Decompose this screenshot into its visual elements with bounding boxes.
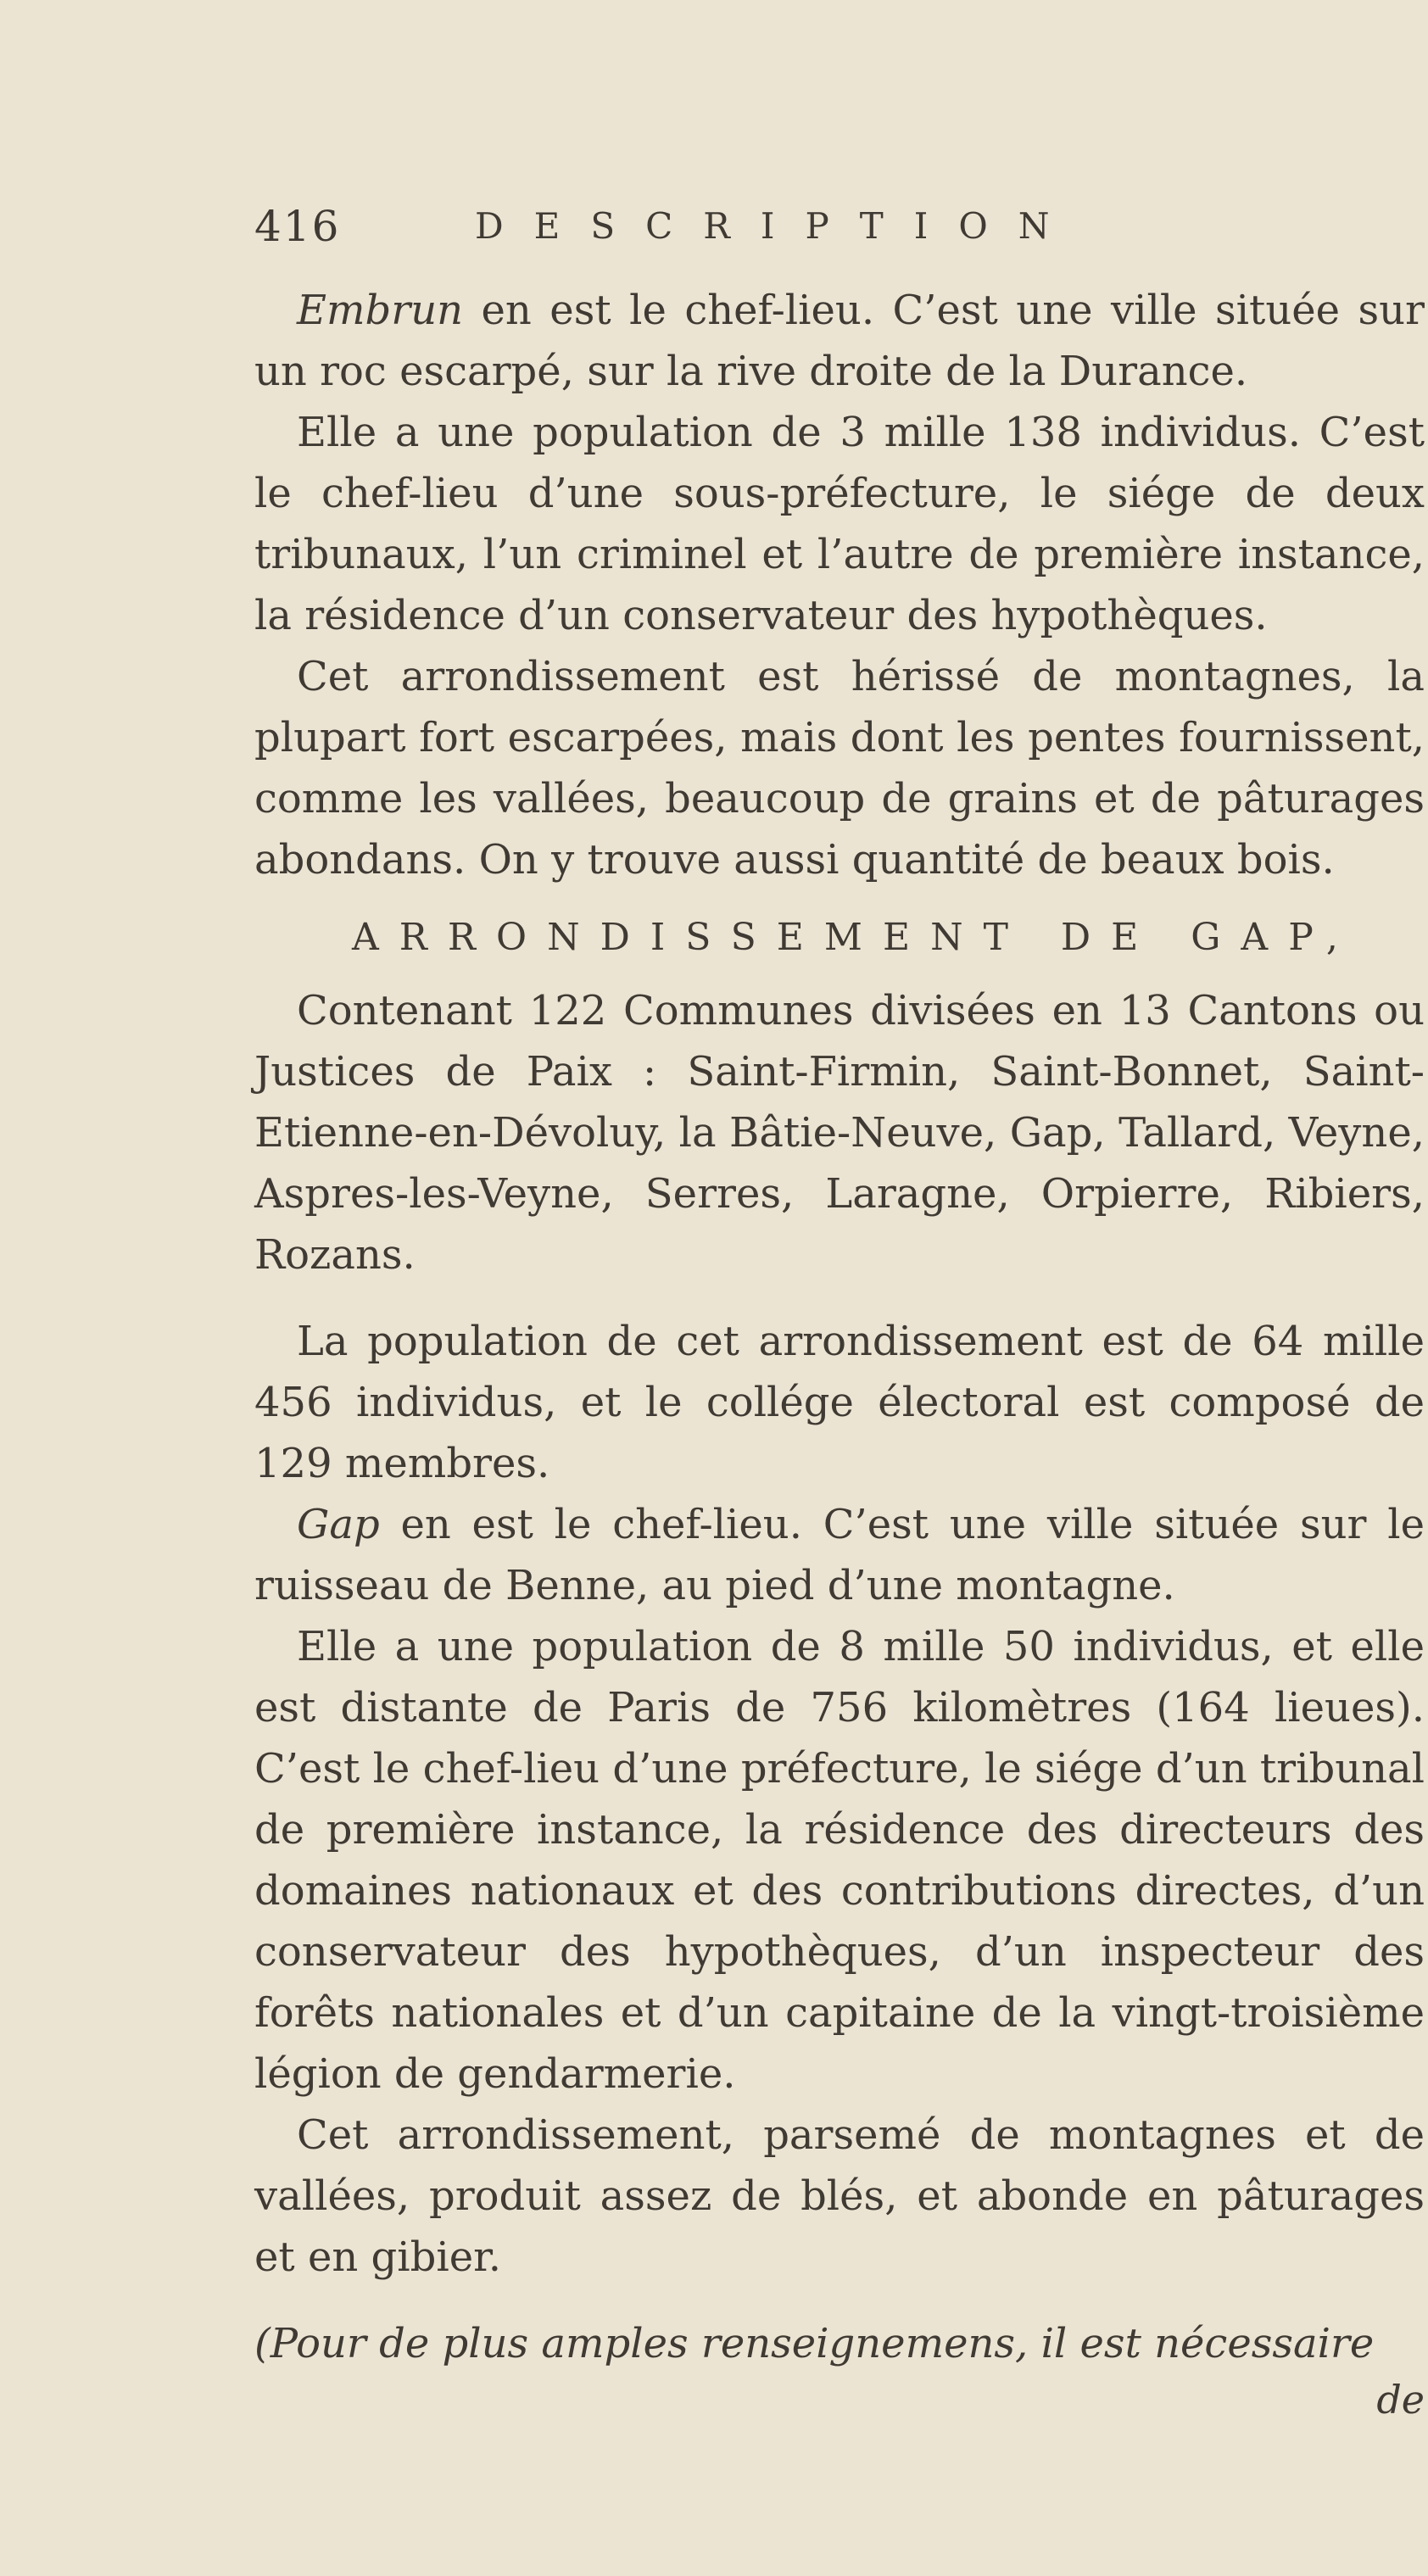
paragraph-gap-cantons: Contenant 122 Communes divisées en 13 Cantons ou Justices de Paix : Saint-Firmin, Saint-Bonnet, Saint-Etienne-en-Dévoluy, la Bâtie-Neuve, Gap, Tallard, Veyne, Aspres-les-Veyne, Serres, Laragne, Orpierre, Ribiers, Rozans. bbox=[254, 987, 1425, 1279]
paragraph-gap-details: Elle a une population de 8 mille 50 individus, et elle est distante de Paris de 756 kilomètres (164 lieues). C’est le chef-lieu d’une préfecture, le siége d’un tribunal de première instance, la résidence des directeurs des domaines nationaux et des contributions directes, d’un conservateur des hypothèques, d’un inspecteur des forêts nationales et d’un capitaine de la vingt-troisième légion de gendarmerie. bbox=[254, 1623, 1425, 2098]
place-name: Gap bbox=[297, 1501, 380, 1548]
page-header bbox=[254, 202, 1425, 270]
paragraph-gap-population: La population de cet arrondissement est de 64 mille 456 individus, et le collége électoral est composé de 129 membres. bbox=[254, 1318, 1425, 1487]
place-name: Embrun bbox=[297, 287, 464, 334]
paragraph-text: en est le chef-lieu. C’est une ville située sur un roc escarpé, sur la rive droite de la Durance. bbox=[254, 287, 1425, 395]
spacer bbox=[254, 1285, 1425, 1311]
paragraph-embrun-arrondissement: Cet arrondissement est hérissé de montagnes, la plupart fort escarpées, mais dont les pentes fournissent, comme les vallées, beaucoup de grains et de pâturages abondans. On y trouve aussi quantité de beaux bois. bbox=[254, 653, 1425, 884]
paragraph-text: en est le chef-lieu. C’est une ville située sur le ruisseau de Benne, au pied d’une montagne. bbox=[254, 1501, 1425, 1609]
paragraph-gap-arrondissement: Cet arrondissement, parsemé de montagnes et de vallées, produit assez de blés, et abonde en pâturages et en gibier. bbox=[254, 2111, 1425, 2281]
paragraph-embrun-population: Elle a une population de 3 mille 138 individus. C’est le chef-lieu d’une sous-préfecture, le siége de deux tribunaux, l’un criminel et l’autre de première instance, la résidence d’un conservateur des hypothèques. bbox=[254, 409, 1425, 639]
spacer bbox=[254, 2288, 1425, 2313]
paragraph-gap bbox=[254, 1494, 1425, 1616]
page-body bbox=[254, 280, 1425, 2425]
catch-word: de bbox=[1376, 2377, 1425, 2423]
page-number: 416 bbox=[254, 202, 341, 251]
section-heading: ARRONDISSEMENT DE GAP, bbox=[352, 916, 1358, 959]
running-title: DESCRIPTION bbox=[475, 205, 1080, 247]
footnote: (Pour de plus amples renseignemens, il est nécessaire bbox=[254, 2320, 1375, 2367]
paragraph-embrun bbox=[254, 280, 1425, 402]
